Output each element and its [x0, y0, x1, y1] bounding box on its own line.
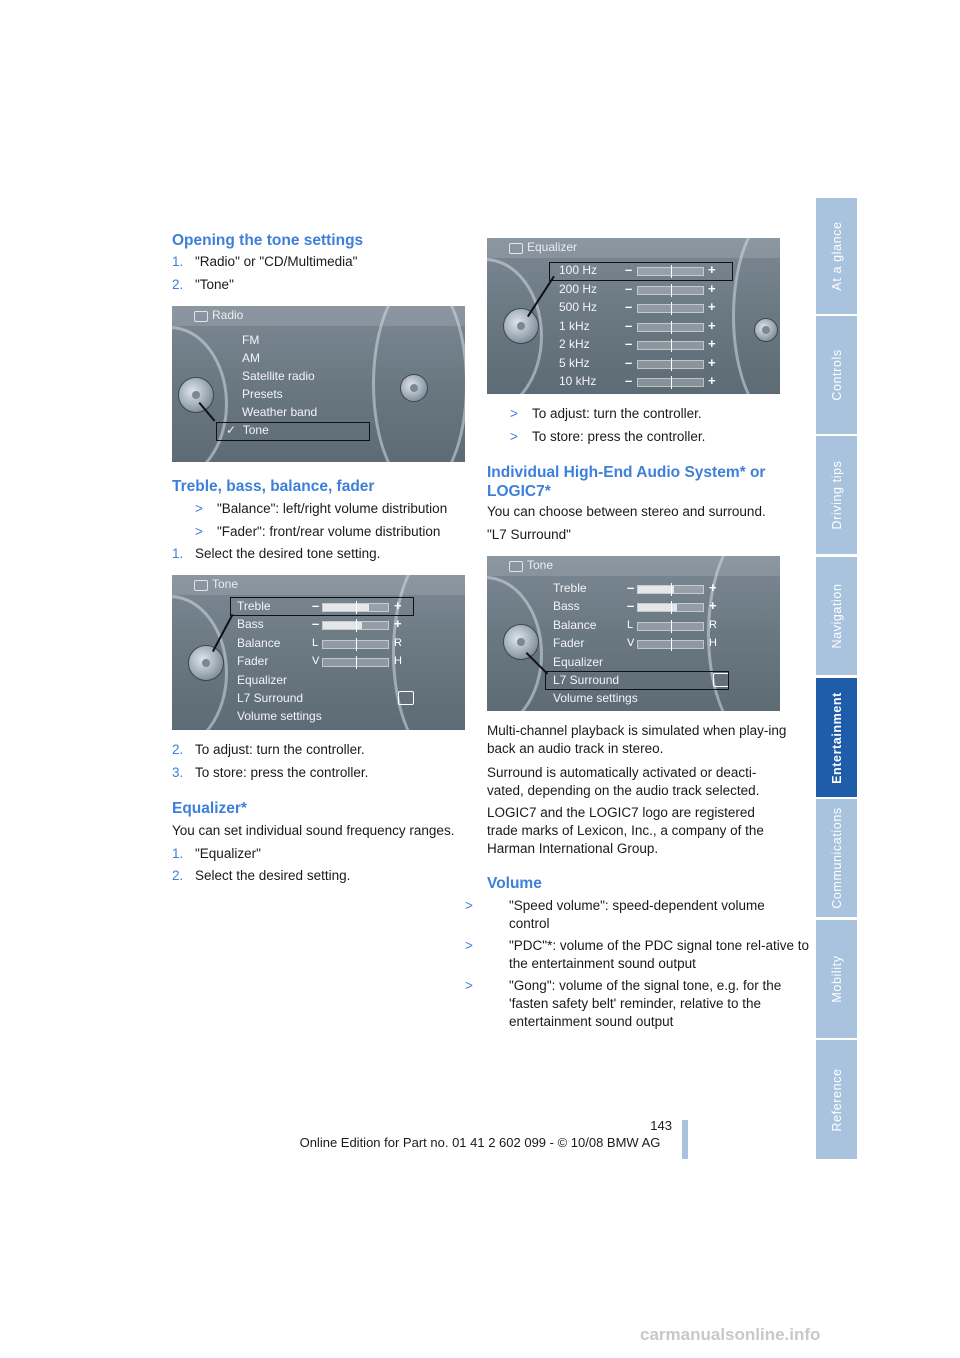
eq-band-label: 500 Hz [559, 300, 598, 314]
rear-label: H [709, 637, 717, 649]
selection-box [216, 422, 370, 441]
page-number: 143 [650, 1118, 672, 1133]
bullet-item: > "Balance": left/right volume distribution [195, 501, 448, 516]
balance-slider [322, 640, 389, 649]
tone-row-label: Equalizer [553, 655, 604, 669]
plus-icon: + [708, 373, 716, 388]
tab-driving-tips[interactable]: Driving tips [816, 436, 857, 554]
tone-row-label: Treble [553, 581, 587, 595]
bass-slider [322, 621, 389, 630]
minus-icon: – [625, 336, 633, 351]
tone-row-label: Bass [553, 599, 580, 613]
surround-icon [398, 691, 414, 705]
tab-navigation[interactable]: Navigation [816, 557, 857, 675]
eq-band-label: 1 kHz [559, 318, 590, 333]
selection-box [549, 262, 733, 281]
eq-band-label: 2 kHz [559, 337, 590, 351]
menu-item-tone: ✓ Tone [226, 423, 269, 437]
scroll-knob-icon [400, 374, 428, 402]
step: 1. "Radio" or "CD/Multimedia" [172, 254, 358, 269]
paragraph: You can choose between stereo and surround. [487, 504, 766, 519]
plus-icon: + [394, 598, 402, 613]
eq-band-slider [637, 341, 704, 350]
minus-icon: – [312, 598, 320, 613]
heading-high-end-audio: Individual High-End Audio System* or LOGIC7* [487, 464, 766, 500]
tone-row-label: L7 Surround [553, 673, 620, 687]
tone-row-label: Equalizer [237, 673, 288, 687]
tab-communications[interactable]: Communications [816, 799, 857, 917]
bullet-item: > "Speed volume": speed-dependent volume control [465, 898, 765, 931]
screen-title: Tone [527, 558, 554, 572]
left-label: L [627, 619, 634, 631]
front-label: V [627, 637, 635, 649]
controller-knob-icon [188, 645, 224, 681]
controller-knob-icon [503, 308, 539, 344]
fader-slider [637, 640, 704, 649]
bullet-item: > "Fader": front/rear volume distribution [195, 524, 441, 539]
menu-item: Presets [242, 387, 283, 401]
controller-knob-icon [178, 377, 214, 413]
paragraph: Multi-channel playback is simulated when play-ing back an audio track in stereo. [487, 723, 787, 756]
radio-menu-screenshot [172, 306, 465, 462]
tone-menu-screenshot [172, 575, 465, 730]
screen-title: Radio [212, 308, 244, 322]
edition-line: Online Edition for Part no. 01 41 2 602 099 - © 10/08 BMW AG [299, 1135, 661, 1150]
tone-row-label: Balance [237, 636, 281, 650]
tab-entertainment[interactable]: Entertainment [816, 678, 857, 797]
minus-icon: – [627, 580, 635, 595]
plus-icon: + [708, 280, 716, 296]
menu-icon [509, 561, 523, 572]
heading-equalizer: Equalizer* [172, 800, 247, 817]
controller-knob-icon [503, 624, 539, 660]
minus-icon: – [625, 373, 633, 388]
bullet-item: > "PDC"*: volume of the PDC signal tone rel-ative to the entertainment sound output [465, 938, 809, 971]
selection-box [545, 671, 729, 690]
tab-reference[interactable]: Reference [816, 1040, 857, 1159]
heading-opening-tone-settings: Opening the tone settings [172, 232, 364, 249]
eq-band-slider [637, 323, 704, 332]
menu-icon [194, 311, 208, 322]
minus-icon: – [625, 299, 633, 314]
equalizer-screenshot [487, 238, 780, 394]
screen-title: Equalizer [527, 240, 578, 254]
menu-icon [194, 580, 208, 591]
menu-icon [509, 243, 523, 254]
right-label: R [709, 619, 717, 631]
minus-icon: – [627, 598, 635, 613]
right-label: R [394, 637, 402, 649]
plus-icon: + [708, 299, 716, 314]
tone-row-label: Fader [237, 654, 269, 668]
minus-icon: – [625, 354, 633, 370]
left-label: L [312, 637, 319, 649]
tab-controls[interactable]: Controls [816, 316, 857, 434]
bullet-item: > To adjust: turn the controller. [510, 406, 702, 421]
minus-icon: – [312, 616, 320, 631]
tone-row-label: Volume settings [237, 709, 322, 723]
check-icon: ✓ [226, 423, 237, 437]
menu-item: AM [242, 351, 260, 365]
tab-mobility[interactable]: Mobility [816, 920, 857, 1038]
eq-band-label: 100 Hz [559, 263, 598, 277]
watermark: carmanualsonline.info [640, 1325, 821, 1344]
screen-title: Tone [212, 577, 239, 591]
eq-band-label: 200 Hz [559, 281, 598, 296]
eq-band-slider [637, 378, 704, 387]
tone-row-label: L7 Surround [237, 691, 304, 705]
plus-icon: + [394, 616, 402, 631]
step: 1. Select the desired tone setting. [172, 546, 381, 561]
balance-slider [637, 622, 704, 631]
eq-band-slider [637, 304, 704, 313]
treble-slider [637, 585, 704, 594]
menu-item: Weather band [242, 405, 318, 419]
tone-row-label: Treble [237, 599, 271, 613]
eq-band-label: 5 kHz [559, 355, 590, 370]
plus-icon: + [709, 580, 717, 595]
fader-slider [322, 658, 389, 667]
step: 2. Select the desired setting. [172, 868, 351, 883]
selection-box [230, 597, 414, 616]
minus-icon: – [625, 262, 633, 277]
step: 2. To adjust: turn the controller. [172, 742, 365, 757]
front-label: V [312, 655, 320, 667]
step: 1. "Equalizer" [172, 846, 261, 861]
bass-slider [637, 603, 704, 612]
paragraph: You can set individual sound frequency ranges. [172, 823, 455, 838]
plus-icon: + [708, 317, 716, 333]
plus-icon: + [708, 262, 716, 277]
l7-surround-screenshot [487, 556, 780, 711]
bullet-item: > "Gong": volume of the signal tone, e.g. for the 'fasten safety belt' reminder, relative to the entertainment sound output [465, 978, 782, 1029]
tab-at-a-glance[interactable]: At a glance [816, 198, 857, 314]
tone-row-label: Bass [237, 617, 264, 631]
heading-volume: Volume [487, 875, 542, 892]
eq-band-slider [637, 286, 704, 295]
eq-band-slider [637, 360, 704, 369]
plus-icon: + [709, 598, 717, 613]
bullet-item: > To store: press the controller. [510, 429, 706, 444]
heading-treble-bass: Treble, bass, balance, fader [172, 478, 375, 495]
tone-row-label: Fader [553, 636, 585, 650]
eq-band-label: 10 kHz [559, 374, 597, 388]
minus-icon: – [625, 317, 633, 333]
paragraph: Surround is automatically activated or deacti-vated, depending on the audio track selected. [487, 765, 760, 798]
menu-item: FM [242, 333, 260, 347]
step: 2. "Tone" [172, 277, 234, 292]
tone-row-label: Volume settings [553, 691, 638, 705]
menu-item: Satellite radio [242, 369, 315, 383]
rear-label: H [394, 655, 402, 667]
plus-icon: + [708, 336, 716, 351]
scroll-knob-icon [754, 318, 778, 342]
step: 3. To store: press the controller. [172, 765, 369, 780]
tone-row-label: Balance [553, 618, 597, 632]
paragraph: "L7 Surround" [487, 527, 571, 542]
plus-icon: + [708, 354, 716, 370]
paragraph: LOGIC7 and the LOGIC7 logo are registered trade marks of Lexicon, Inc., a company of the Harman International Group. [487, 805, 764, 856]
minus-icon: – [625, 280, 633, 296]
